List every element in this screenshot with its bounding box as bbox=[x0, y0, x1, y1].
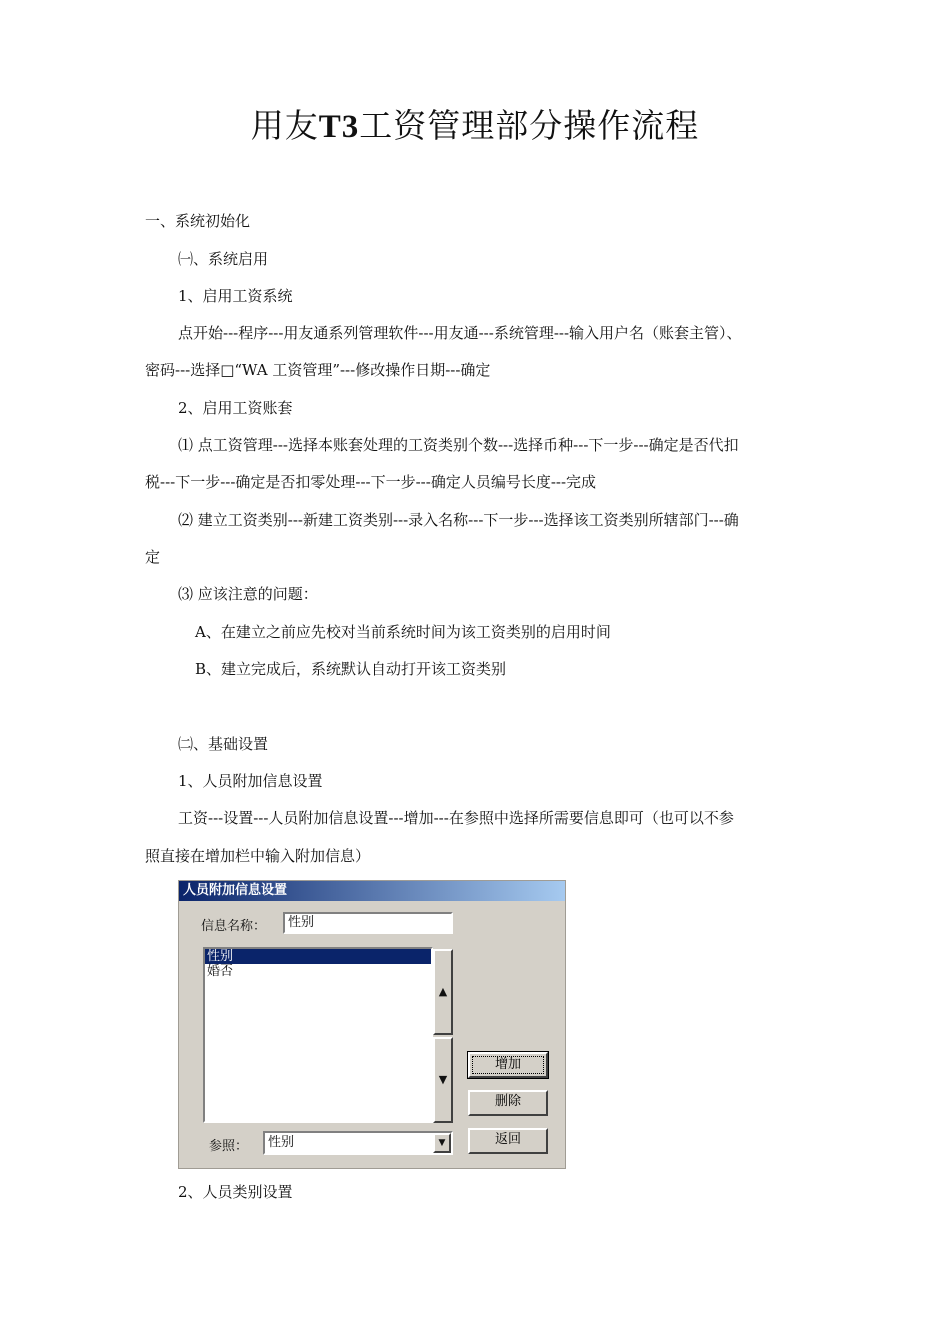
paragraph-line: 税---下一步---确定是否扣零处理---下一步---确定人员编号长度---完成 bbox=[145, 473, 597, 491]
item-personnel-category: 2、人员类别设置 bbox=[178, 1183, 293, 1201]
item-enable-salary-account: 2、启用工资账套 bbox=[178, 399, 293, 417]
paragraph-line: 工资---设置---人员附加信息设置---增加---在参照中选择所需要信息即可（也可以不参 bbox=[178, 809, 734, 827]
heading-system-init: 一、系统初始化 bbox=[145, 212, 251, 230]
delete-button[interactable]: 删除 bbox=[468, 1090, 548, 1116]
dropdown-arrow-icon[interactable]: ▼ bbox=[433, 1133, 451, 1153]
paragraph-line: ⑴ 点工资管理---选择本账套处理的工资类别个数---选择币种---下一步---确定是否代扣 bbox=[178, 436, 739, 454]
back-button[interactable]: 返回 bbox=[468, 1128, 548, 1154]
subheading-basic-settings: ㈡、基础设置 bbox=[178, 735, 269, 753]
list-item[interactable]: 性别 bbox=[205, 949, 431, 964]
down-arrow-icon: ▼ bbox=[438, 1073, 448, 1086]
item-enable-salary-system: 1、启用工资系统 bbox=[178, 287, 293, 305]
info-list[interactable] bbox=[203, 947, 433, 1123]
list-item[interactable]: 婚否 bbox=[207, 964, 234, 979]
reference-select[interactable] bbox=[263, 1131, 453, 1155]
info-name-label: 信息名称： bbox=[201, 919, 267, 934]
move-up-button[interactable] bbox=[433, 949, 453, 1035]
add-button[interactable]: 增加 bbox=[468, 1052, 548, 1078]
up-arrow-icon: ▲ bbox=[438, 985, 448, 998]
paragraph-line: 照直接在增加栏中输入附加信息） bbox=[145, 847, 371, 865]
paragraph-line: 密码---选择□“WA 工资管理”---修改操作日期---确定 bbox=[145, 361, 491, 379]
reference-label: 参照： bbox=[209, 1139, 249, 1154]
note-item: B、建立完成后，系统默认自动打开该工资类别 bbox=[195, 660, 507, 678]
paragraph-line: ⑵ 建立工资类别---新建工资类别---录入名称---下一步---选择该工资类别所辖部门---确 bbox=[178, 511, 739, 529]
paragraph-line: 定 bbox=[145, 548, 161, 566]
document-title: 用友T3工资管理部分操作流程 bbox=[250, 106, 700, 145]
paragraph-line: 点开始---程序---用友通系列管理软件---用友通---系统管理---输入用户名（账套主管）、 bbox=[178, 324, 742, 342]
dialog-title-bar: 人员附加信息设置 bbox=[179, 881, 565, 901]
reference-select-value: 性别 bbox=[268, 1135, 295, 1150]
subheading-system-enable: ㈠、系统启用 bbox=[178, 250, 269, 268]
paragraph-line: ⑶ 应该注意的问题： bbox=[178, 585, 318, 603]
info-name-input[interactable]: 性别 bbox=[283, 912, 453, 934]
move-down-button[interactable] bbox=[433, 1037, 453, 1123]
item-personnel-extra-info: 1、人员附加信息设置 bbox=[178, 772, 323, 790]
personnel-extra-info-dialog bbox=[178, 880, 566, 1169]
note-item: A、在建立之前应先校对当前系统时间为该工资类别的启用时间 bbox=[195, 623, 611, 641]
